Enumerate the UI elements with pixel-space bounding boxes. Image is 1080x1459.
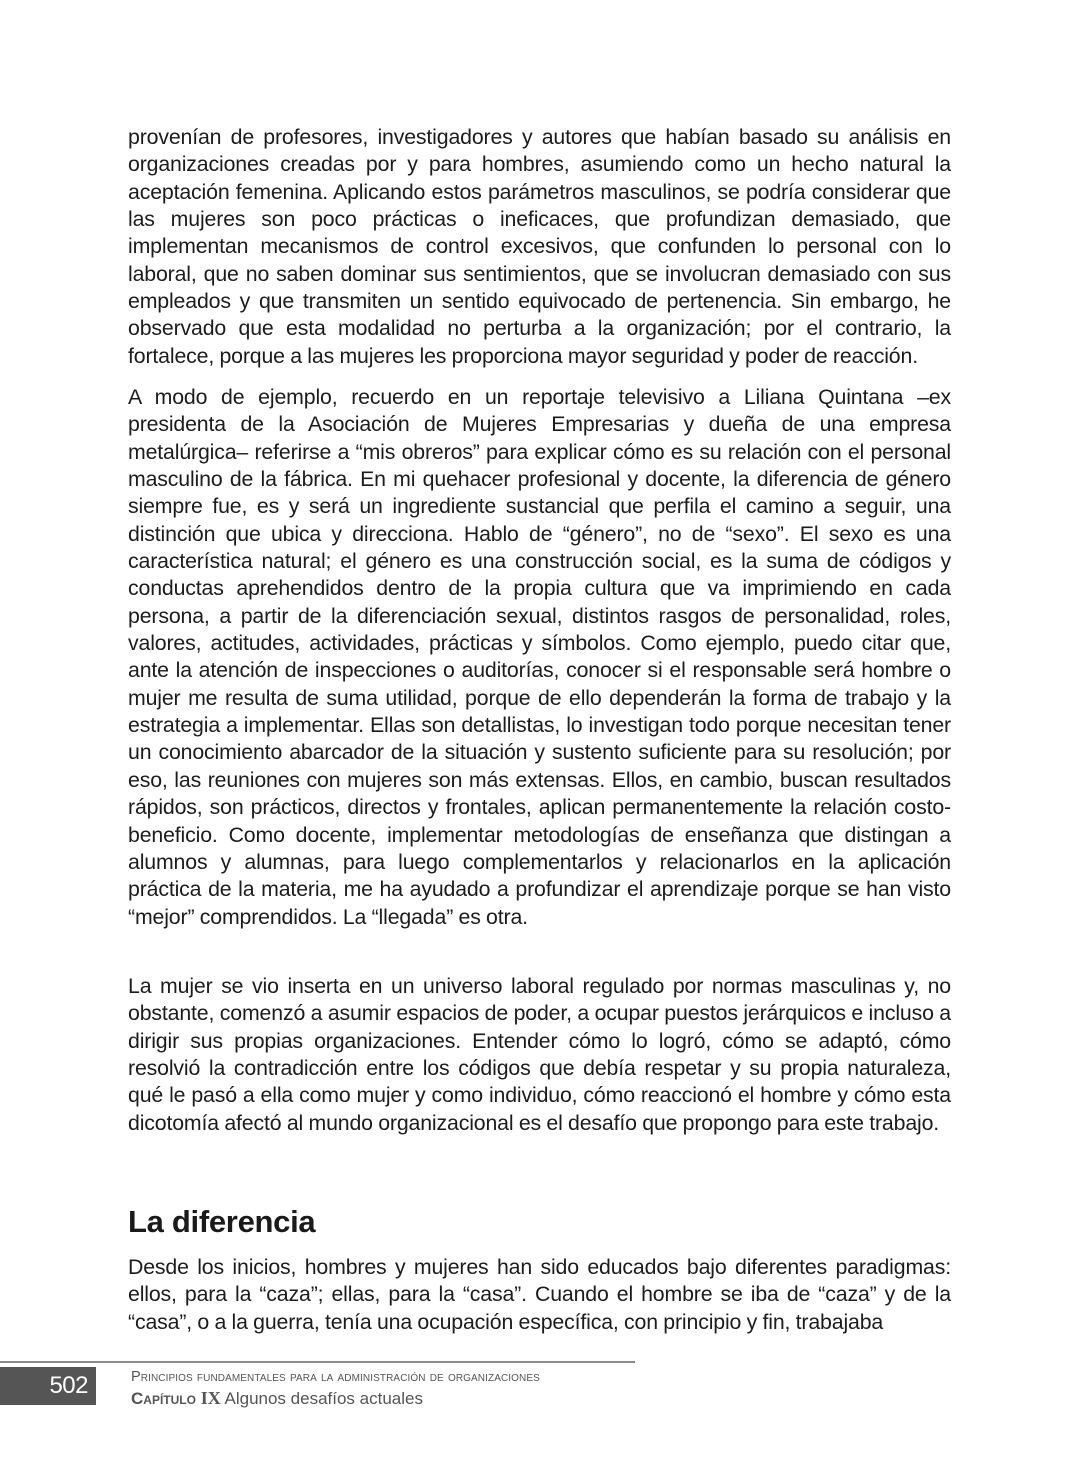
book-title: Principios fundamentales para la administración de organizaciones [131, 1369, 540, 1385]
footer-divider [0, 1361, 635, 1363]
page-number-badge [0, 1367, 96, 1405]
page-number: 502 [49, 1372, 88, 1399]
body-paragraph: provenían de profesores, investigadores y autores que habían basado su análisis en organizaciones creadas por y para hombres, asumiendo como un hecho natural la aceptación femenina. Aplicando estos parámetros masculinos, se podría considerar que las mujeres son poco prácticas o ineficaces, que profundizan demasiado, que implementan mecanismos de control excesivos, que confunden lo personal con lo laboral, que no saben dominar sus sentimientos, que se involucran demasiado con sus empleados y que transmiten un sentido equivocado de pertenencia. Sin embargo, he observado que esta modalidad no perturba a la organización; por el contrario, la fortalece, porque a las mujeres les proporciona mayor seguridad y poder de reacción. [128, 125, 951, 368]
section-paragraph: Desde los inicios, hombres y mujeres han sido educados bajo diferentes paradigmas: ellos, para la “caza”; ellas, para la “casa”. Cuando el hombre se iba de “caza” y de la “casa”, o a la guerra, tenía una ocupación específica, con principio y fin, trabajaba [128, 1255, 951, 1334]
chapter-number: IX [200, 1388, 221, 1408]
body-paragraph: A modo de ejemplo, recuerdo en un reportaje televisivo a Liliana Quintana –ex presidenta de la Asociación de Mujeres Empresarias y dueña de una empresa metalúrgica– referirse a “mis obreros” para explicar cómo es su relación con el personal masculino de la fábrica. En mi quehacer profesional y docente, la diferencia de género siempre fue, es y será un ingrediente sustancial que perfila el camino a seguir, una distinción que ubica y direcciona. Hablo de “género”, no de “sexo”. El sexo es una característica natural; el género es una construcción social, es la suma de códigos y conductas aprehendidos dentro de la propia cultura que va imprimiendo en cada persona, a partir de la diferenciación sexual, distintos rasgos de personalidad, roles, valores, actitudes, actividades, prácticas y símbolos. Como ejemplo, puedo citar que, ante la atención de inspecciones o auditorías, conocer si el responsable será hombre o mujer me resulta de suma utilidad, porque de ello dependerán la forma de trabajo y la estrategia a implementar. Ellas son detallistas, lo investigan todo porque necesitan tener un conocimiento abarcador de la situación y sustento suficiente para su resolución; por eso, las reuniones con mujeres son más extensas. Ellos, en cambio, buscan resultados rápidos, son prácticos, directos y frontales, aplican permanentemente la relación costo-beneficio. Como docente, implementar metodologías de enseñanza que distingan a alumnos y alumnas, para luego complementarlos y relacionarlos en la aplicación práctica de la materia, me ha ayudado a profundizar el aprendizaje porque se han visto “mejor” comprendidos. La “llegada” es otra. [128, 385, 951, 929]
chapter-title: Algunos desafíos actuales [224, 1389, 423, 1408]
chapter-label: Capítulo [131, 1389, 196, 1408]
section-heading: La diferencia [128, 1204, 316, 1239]
chapter-line [131, 1387, 540, 1410]
body-paragraph: La mujer se vio inserta en un universo laboral regulado por normas masculinas y, no obstante, comenzó a asumir espacios de poder, a ocupar puestos jerárquicos e incluso a dirigir sus propias organizaciones. Entender cómo lo logró, cómo se adaptó, cómo resolvió la contradicción entre los códigos que debía respetar y su propia naturaleza, qué le pasó a ella como mujer y como individuo, cómo reaccionó el hombre y cómo esta dicotomía afectó al mundo organizacional es el desafío que propongo para este trabajo. [128, 974, 951, 1135]
running-footer [131, 1367, 540, 1410]
